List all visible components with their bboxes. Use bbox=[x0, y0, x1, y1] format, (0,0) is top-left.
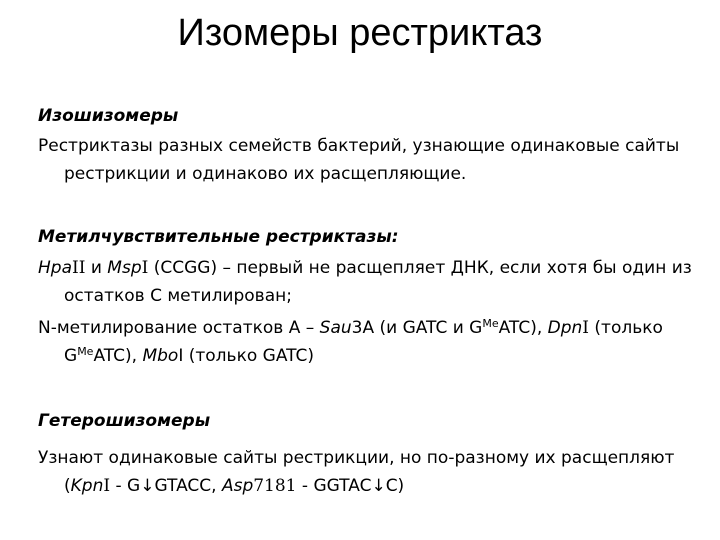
enzyme-msp-numeral: I bbox=[141, 258, 149, 278]
text-and: и bbox=[85, 258, 108, 278]
enzyme-asp: Asp bbox=[221, 476, 254, 496]
paragraph-hpa-msp bbox=[38, 254, 720, 310]
enzyme-hpa-numeral: II bbox=[72, 258, 86, 278]
text-n-methylation: N-метилирование остатков А – bbox=[38, 318, 320, 338]
text-asp-site: - GGTAC↓C) bbox=[296, 476, 405, 496]
slide-title: Изомеры рестриктаз bbox=[177, 12, 543, 54]
enzyme-kpn: Kpn bbox=[70, 476, 104, 496]
heading-heteroschizomers: Гетерошизомеры bbox=[38, 411, 211, 431]
enzyme-mbo: Mbo bbox=[142, 346, 179, 366]
text-only-gatc: I (только GATC) bbox=[178, 346, 315, 366]
paragraph-heteroschizomers-definition bbox=[38, 444, 720, 500]
enzyme-dpn: Dpn bbox=[547, 318, 583, 338]
enzyme-hpa: Hpa bbox=[38, 258, 72, 278]
text-only-g: (только G bbox=[64, 318, 663, 366]
paragraph-n-methylation bbox=[38, 314, 720, 370]
text-ccgg-note: (CCGG) – первый не расщепляет ДНК, если хотя бы один из остатков С метилирован; bbox=[64, 258, 692, 306]
enzyme-sau: Sau bbox=[319, 318, 352, 338]
enzyme-asp-number: 7181 bbox=[253, 476, 297, 496]
enzyme-msp: Msp bbox=[107, 258, 142, 278]
text-atc: ATC), bbox=[93, 346, 143, 366]
superscript-me: Me bbox=[77, 345, 94, 358]
text-heteroschizomers: Узнают одинаковые сайты рестрикции, но по-разному их расщепляют ( bbox=[38, 448, 675, 496]
heading-isoschizomers: Изошизомеры bbox=[38, 106, 179, 126]
paragraph-isoschizomers-definition: Рестриктазы разных семейств бактерий, узнающие одинаковые сайты рестрикции и одинаково их расщепляющие. bbox=[38, 136, 680, 184]
heading-methyl-sensitive: Метилчувствительные рестриктазы: bbox=[38, 227, 399, 247]
text-kpn-site: - G↓GTACC, bbox=[110, 476, 222, 496]
text-atc: ATC), bbox=[498, 318, 548, 338]
text-sau3a: 3A (и GATC и G bbox=[351, 318, 483, 338]
enzyme-kpn-numeral: I bbox=[103, 476, 111, 496]
superscript-me: Me bbox=[482, 317, 499, 330]
enzyme-dpn-numeral: I bbox=[582, 318, 590, 338]
